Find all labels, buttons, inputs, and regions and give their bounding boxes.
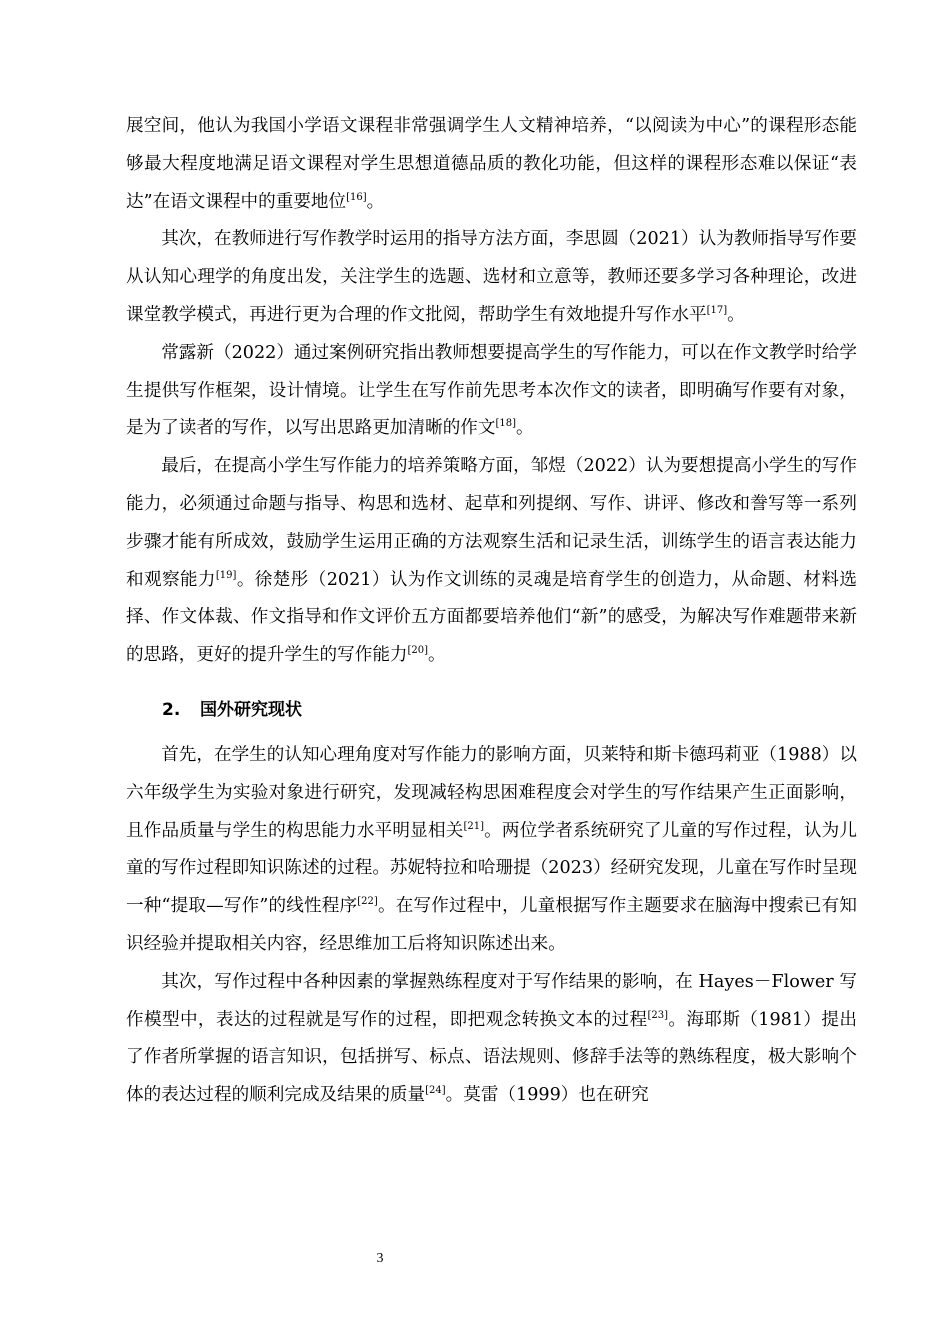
body-paragraph (126, 964, 857, 1115)
paragraph-text: 常露新（2022）通过案例研究指出教师想要提高学生的写作能力，可以在作文教学时给学生提供写作框架，设计情境。让学生在写作前先思考本次作文的读者，即明确写作要有对象，是为了读者的写作，以写出思路更加清晰的作文 (126, 342, 857, 439)
section-heading-title: 国外研究现状 (200, 699, 302, 720)
paragraph-text: 其次，在教师进行写作教学时运用的指导方法方面，李思圆（2021）认为教师指导写作要从认知心理学的角度出发，关注学生的选题、选材和立意等，教师还要多学习各种理论，改进课堂教学模式，再进行更为合理的作文批阅，帮助学生有效地提升写作水平 (126, 229, 857, 325)
body-paragraph (126, 221, 857, 334)
paragraph-text: 。 (727, 304, 745, 325)
document-page (126, 108, 857, 1115)
paragraph-text: 。两位学者系统研究了儿童的写作过程，认为儿童的写作过程即知识陈述的过程。苏妮特拉和哈珊提（2023）经研究发现，儿童在写作时呈现一种“提取—写作”的线性程序 (126, 820, 857, 917)
paragraph-text: 。海耶斯（1981）提出了作者所掌握的语言知识，包括拼写、标点、语法规则、修辞手法等的熟练程度，极大影响个体的表达过程的顺利完成及结果的质量 (126, 1009, 857, 1106)
paragraph-text: 首先，在学生的认知心理角度对写作能力的影响方面，贝莱特和斯卡德玛莉亚（1988）以六年级学生为实验对象进行研究，发现减轻构思困难程度会对学生的写作结果产生正面影响，且作品质量与学生的构思能力水平明显相关 (126, 744, 857, 841)
paragraph-text: 。在写作过程中，儿童根据写作主题要求在脑海中搜索已有知识经验并提取相关内容，经思维加工后将知识陈述出来。 (126, 896, 857, 954)
paragraph-text: 。莫雷（1999）也在研究 (445, 1085, 649, 1106)
foreign-research-section (126, 737, 857, 1115)
citation-reference: [18] (495, 418, 517, 430)
paragraph-text: 。 (428, 645, 446, 666)
citation-reference: [23] (647, 1009, 668, 1021)
body-paragraph (126, 108, 857, 221)
body-paragraph (126, 737, 857, 964)
citation-reference: [22] (357, 896, 378, 908)
section-heading-number: 2. (162, 699, 181, 720)
body-paragraph (126, 448, 857, 675)
paragraph-text: 。徐楚彤（2021）认为作文训练的灵魂是培育学生的创造力，从命题、材料选择、作文体裁、作文指导和作文评价五方面都要培养他们“新”的感受，为解决写作难题带来新的思路，更好的提升学生的写作能力 (126, 569, 857, 666)
body-paragraph (126, 335, 857, 448)
paragraph-text: 其次，写作过程中各种因素的掌握熟练程度对于写作结果的影响，在 Hayes－Flower 写作模型中，表达的过程就是写作的过程，即把观念转换文本的过程 (126, 971, 857, 1030)
paragraph-text: 展空间，他认为我国小学语文课程非常强调学生人文精神培养，“以阅读为中心”的课程形态能够最大程度地满足语文课程对学生思想道德品质的教化功能，但这样的课程形态难以保证“表达”在语文课程中的重要地位 (126, 116, 857, 212)
citation-reference: [17] (706, 304, 728, 316)
citation-reference: [24] (425, 1085, 446, 1097)
page-number: 3 (376, 1251, 384, 1266)
citation-reference: [20] (407, 645, 429, 657)
citation-reference: [19] (215, 569, 237, 581)
citation-reference: [21] (463, 820, 484, 832)
paragraph-text: 。 (366, 191, 385, 212)
paragraph-text: 最后，在提高小学生写作能力的培养策略方面，邹煜（2022）认为要想提高小学生的写作能力，必须通过命题与指导、构思和选材、起草和列提纲、写作、讲评、修改和誊写等一系列步骤才能有所成效，鼓励学生运用正确的方法观察生活和记录生活，训练学生的语言表达能力和观察能力 (126, 456, 857, 590)
paragraph-text: 。 (516, 418, 534, 439)
citation-reference: [16] (346, 191, 367, 203)
section-heading (126, 690, 857, 730)
domestic-research-section (126, 108, 857, 675)
